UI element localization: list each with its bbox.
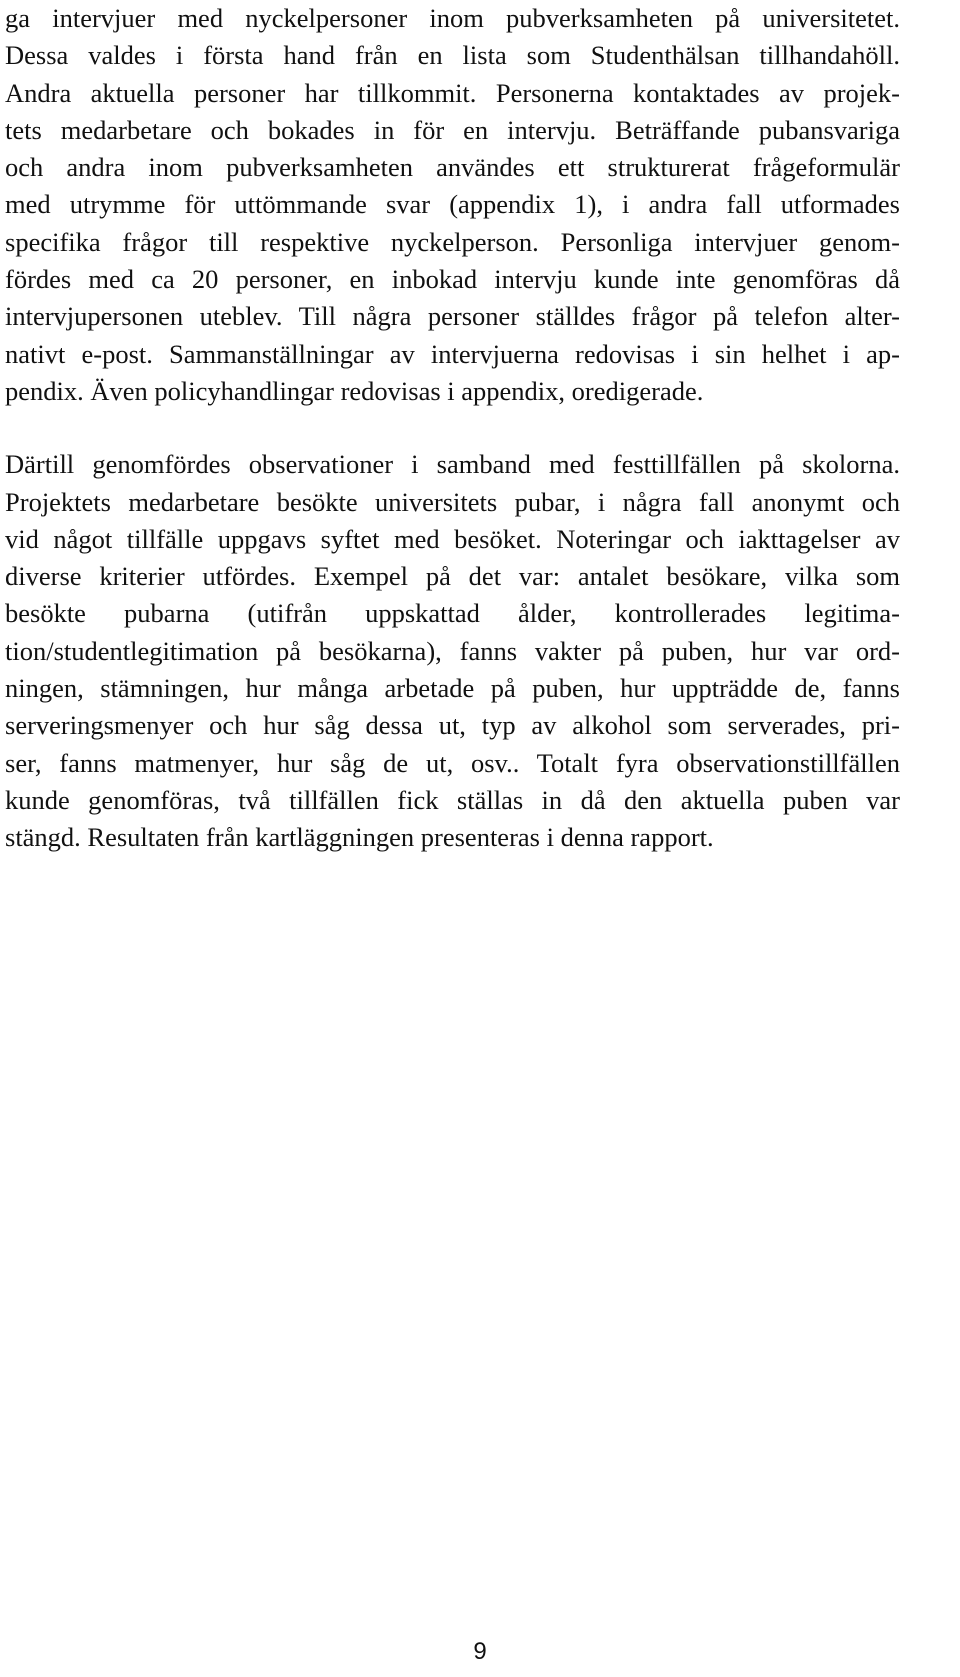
- text-line: ser, fanns matmenyer, hur såg de ut, osv.. Totalt fyra observationstillfällen: [5, 747, 900, 778]
- text-line: Projektets medarbetare besökte universitets pubar, i några fall anonymt och: [5, 486, 900, 517]
- text-line: Dessa valdes i första hand från en lista som Studenthälsan tillhandahöll.: [5, 40, 900, 71]
- text-line: specifika frågor till respektive nyckelperson. Personliga intervjuer genom-: [5, 226, 900, 257]
- body-text: [5, 0, 900, 857]
- text-line: kunde genomföras, två tillfällen fick ställas in då den aktuella puben var: [5, 784, 900, 815]
- text-line: besökte pubarna (utifrån uppskattad ålder, kontrollerades legitima-: [5, 598, 900, 629]
- paragraph-observations: [5, 446, 900, 856]
- paragraph-interviews: [5, 0, 900, 410]
- text-line: diverse kriterier utfördes. Exempel på det var: antalet besökare, vilka som: [5, 561, 900, 592]
- text-line: vid något tillfälle uppgavs syftet med besöket. Noteringar och iakttagelser av: [5, 523, 900, 554]
- text-line: ga intervjuer med nyckelpersoner inom pubverksamheten på universitetet.: [5, 3, 900, 33]
- text-line: intervjupersonen uteblev. Till några personer ställdes frågor på telefon alter-: [5, 301, 900, 332]
- text-line: stängd. Resultaten från kartläggningen presenteras i denna rapport.: [5, 822, 714, 853]
- text-line: tion/studentlegitimation på besökarna), fanns vakter på puben, hur var ord-: [5, 635, 900, 666]
- text-line: nativt e-post. Sammanställningar av intervjuerna redovisas i sin helhet i ap-: [5, 338, 900, 369]
- text-line: och andra inom pubverksamheten användes ett strukturerat frågeformulär: [5, 152, 900, 183]
- text-line: Därtill genomfördes observationer i samband med festtillfällen på skolorna.: [5, 449, 900, 480]
- text-line: ningen, stämningen, hur många arbetade på puben, hur uppträdde de, fanns: [5, 673, 900, 704]
- text-line: serveringsmenyer och hur såg dessa ut, typ av alkohol som serverades, pri-: [5, 710, 900, 741]
- text-line: pendix. Även policyhandlingar redovisas i appendix, oredigerade.: [5, 375, 704, 406]
- page-number: 9: [473, 1638, 487, 1665]
- text-line: tets medarbetare och bokades in för en intervju. Beträffande pubansvariga: [5, 114, 900, 145]
- text-line: Andra aktuella personer har tillkommit. Personerna kontaktades av projek-: [5, 77, 900, 108]
- text-line: fördes med ca 20 personer, en inbokad intervju kunde inte genomföras då: [5, 264, 900, 295]
- text-line: med utrymme för uttömmande svar (appendix 1), i andra fall utformades: [5, 189, 900, 220]
